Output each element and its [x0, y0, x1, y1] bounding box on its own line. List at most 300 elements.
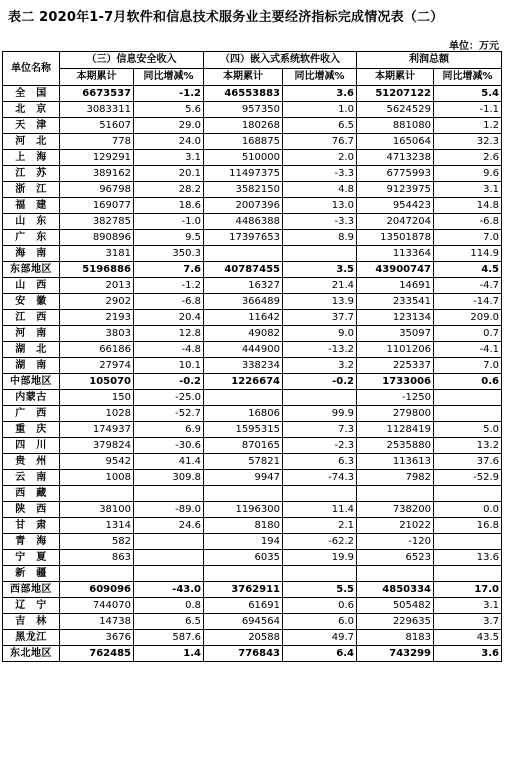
header-embedded-software-revenue: （四）嵌入式系统软件收入 — [204, 52, 357, 69]
region-name-cell: 内蒙古 — [3, 390, 60, 406]
profit-cumulative-cell: 113613 — [357, 454, 434, 470]
embedded-cumulative-cell: 16806 — [204, 406, 283, 422]
profit-cumulative-cell: 2535880 — [357, 438, 434, 454]
security-cumulative-cell: 863 — [60, 550, 134, 566]
table-row — [3, 502, 502, 518]
embedded-cumulative-cell: 3582150 — [204, 182, 283, 198]
profit-yoy-cell: 1.2 — [434, 118, 502, 134]
security-yoy-cell: -1.2 — [134, 278, 204, 294]
region-name-cell: 湖 北 — [3, 342, 60, 358]
embedded-yoy-cell: -0.2 — [283, 374, 357, 390]
table-row — [3, 262, 502, 278]
profit-cumulative-cell: 13501878 — [357, 230, 434, 246]
profit-yoy-cell: 13.6 — [434, 550, 502, 566]
table-row — [3, 358, 502, 374]
profit-yoy-cell: 3.1 — [434, 182, 502, 198]
embedded-cumulative-cell: 694564 — [204, 614, 283, 630]
region-name-cell: 黑龙江 — [3, 630, 60, 646]
profit-cumulative-cell: 21022 — [357, 518, 434, 534]
embedded-yoy-cell: 8.9 — [283, 230, 357, 246]
profit-cumulative-cell: 165064 — [357, 134, 434, 150]
security-yoy-cell: 18.6 — [134, 198, 204, 214]
security-cumulative-cell: 1028 — [60, 406, 134, 422]
security-cumulative-cell: 389162 — [60, 166, 134, 182]
security-cumulative-cell: 66186 — [60, 342, 134, 358]
security-cumulative-cell: 3803 — [60, 326, 134, 342]
profit-cumulative-cell: 43900747 — [357, 262, 434, 278]
profit-cumulative-cell: 7982 — [357, 470, 434, 486]
embedded-yoy-cell: 0.6 — [283, 598, 357, 614]
embedded-cumulative-cell: 2007396 — [204, 198, 283, 214]
embedded-cumulative-cell: 1226674 — [204, 374, 283, 390]
security-cumulative-cell: 51607 — [60, 118, 134, 134]
profit-cumulative-cell: 4713238 — [357, 150, 434, 166]
region-name-cell: 重 庆 — [3, 422, 60, 438]
table-row — [3, 230, 502, 246]
profit-yoy-cell: 17.0 — [434, 582, 502, 598]
table-body — [3, 86, 502, 662]
profit-cumulative-cell: -1250 — [357, 390, 434, 406]
security-cumulative-cell: 379824 — [60, 438, 134, 454]
profit-yoy-cell: 0.7 — [434, 326, 502, 342]
table-row — [3, 390, 502, 406]
region-name-cell: 青 海 — [3, 534, 60, 550]
region-name-cell: 河 南 — [3, 326, 60, 342]
embedded-yoy-cell — [283, 390, 357, 406]
profit-yoy-cell: 13.2 — [434, 438, 502, 454]
region-name-cell: 浙 江 — [3, 182, 60, 198]
table-row — [3, 582, 502, 598]
table-row — [3, 534, 502, 550]
table-row — [3, 374, 502, 390]
security-cumulative-cell: 2902 — [60, 294, 134, 310]
embedded-cumulative-cell: 168875 — [204, 134, 283, 150]
region-name-cell: 西 藏 — [3, 486, 60, 502]
profit-yoy-cell: 43.5 — [434, 630, 502, 646]
table-row — [3, 518, 502, 534]
profit-yoy-cell: -14.7 — [434, 294, 502, 310]
embedded-cumulative-cell: 17397653 — [204, 230, 283, 246]
profit-yoy-cell: 14.8 — [434, 198, 502, 214]
security-yoy-cell: 350.3 — [134, 246, 204, 262]
table-row — [3, 614, 502, 630]
header-cumulative: 本期累计 — [60, 69, 134, 86]
table-row — [3, 486, 502, 502]
embedded-yoy-cell — [283, 486, 357, 502]
region-name-cell: 全 国 — [3, 86, 60, 102]
embedded-yoy-cell: 7.3 — [283, 422, 357, 438]
indicator-table — [2, 51, 502, 662]
profit-cumulative-cell: 6775993 — [357, 166, 434, 182]
embedded-yoy-cell: 76.7 — [283, 134, 357, 150]
region-name-cell: 河 北 — [3, 134, 60, 150]
security-cumulative-cell: 2193 — [60, 310, 134, 326]
profit-yoy-cell: 2.6 — [434, 150, 502, 166]
security-yoy-cell: -6.8 — [134, 294, 204, 310]
region-name-cell: 吉 林 — [3, 614, 60, 630]
embedded-yoy-cell: 1.0 — [283, 102, 357, 118]
table-row — [3, 326, 502, 342]
profit-yoy-cell: 37.6 — [434, 454, 502, 470]
table-row — [3, 294, 502, 310]
profit-cumulative-cell: 113364 — [357, 246, 434, 262]
profit-cumulative-cell: 6523 — [357, 550, 434, 566]
security-yoy-cell: 6.5 — [134, 614, 204, 630]
profit-yoy-cell: 7.0 — [434, 230, 502, 246]
profit-cumulative-cell: 5624529 — [357, 102, 434, 118]
table-row — [3, 278, 502, 294]
profit-yoy-cell: 3.6 — [434, 646, 502, 662]
profit-cumulative-cell — [357, 566, 434, 582]
table-row — [3, 422, 502, 438]
embedded-yoy-cell: -2.3 — [283, 438, 357, 454]
table-row — [3, 342, 502, 358]
profit-cumulative-cell: 279800 — [357, 406, 434, 422]
embedded-yoy-cell — [283, 246, 357, 262]
security-cumulative-cell: 1008 — [60, 470, 134, 486]
security-cumulative-cell: 382785 — [60, 214, 134, 230]
unit-label: 单位：万元 — [449, 41, 499, 52]
region-name-cell: 福 建 — [3, 198, 60, 214]
table-title: 表二 2020年1-7月软件和信息技术服务业主要经济指标完成情况表（二） — [8, 10, 444, 25]
security-yoy-cell: -52.7 — [134, 406, 204, 422]
table-row — [3, 310, 502, 326]
header-security-revenue: （三）信息安全收入 — [60, 52, 204, 69]
embedded-yoy-cell: 3.2 — [283, 358, 357, 374]
security-yoy-cell — [134, 534, 204, 550]
security-cumulative-cell: 6673537 — [60, 86, 134, 102]
embedded-cumulative-cell: 40787455 — [204, 262, 283, 278]
security-yoy-cell — [134, 486, 204, 502]
embedded-yoy-cell: 9.0 — [283, 326, 357, 342]
embedded-cumulative-cell: 510000 — [204, 150, 283, 166]
profit-yoy-cell: 114.9 — [434, 246, 502, 262]
profit-cumulative-cell: 738200 — [357, 502, 434, 518]
header-yoy: 同比增减% — [134, 69, 204, 86]
embedded-yoy-cell: 99.9 — [283, 406, 357, 422]
region-name-cell: 陕 西 — [3, 502, 60, 518]
profit-cumulative-cell: 35097 — [357, 326, 434, 342]
embedded-cumulative-cell: 11642 — [204, 310, 283, 326]
table-row — [3, 470, 502, 486]
security-yoy-cell: -1.2 — [134, 86, 204, 102]
embedded-yoy-cell: 4.8 — [283, 182, 357, 198]
embedded-yoy-cell: 21.4 — [283, 278, 357, 294]
security-yoy-cell: 24.0 — [134, 134, 204, 150]
embedded-yoy-cell: 3.5 — [283, 262, 357, 278]
profit-cumulative-cell: 51207122 — [357, 86, 434, 102]
profit-yoy-cell: -6.8 — [434, 214, 502, 230]
embedded-yoy-cell: -62.2 — [283, 534, 357, 550]
security-cumulative-cell: 3181 — [60, 246, 134, 262]
security-cumulative-cell: 169077 — [60, 198, 134, 214]
region-name-cell: 上 海 — [3, 150, 60, 166]
security-cumulative-cell: 744070 — [60, 598, 134, 614]
security-yoy-cell: -89.0 — [134, 502, 204, 518]
security-yoy-cell: 1.4 — [134, 646, 204, 662]
security-yoy-cell: -30.6 — [134, 438, 204, 454]
profit-yoy-cell: 32.3 — [434, 134, 502, 150]
profit-cumulative-cell: 9123975 — [357, 182, 434, 198]
embedded-cumulative-cell: 957350 — [204, 102, 283, 118]
security-yoy-cell: 20.4 — [134, 310, 204, 326]
profit-cumulative-cell — [357, 486, 434, 502]
security-yoy-cell: 3.1 — [134, 150, 204, 166]
region-name-cell: 四 川 — [3, 438, 60, 454]
security-yoy-cell: 41.4 — [134, 454, 204, 470]
security-cumulative-cell: 890896 — [60, 230, 134, 246]
profit-cumulative-cell: -120 — [357, 534, 434, 550]
header-total-profit: 利润总额 — [357, 52, 502, 69]
embedded-cumulative-cell: 49082 — [204, 326, 283, 342]
security-cumulative-cell: 14738 — [60, 614, 134, 630]
region-name-cell: 山 西 — [3, 278, 60, 294]
header-cumulative: 本期累计 — [204, 69, 283, 86]
security-yoy-cell: 12.8 — [134, 326, 204, 342]
embedded-cumulative-cell: 776843 — [204, 646, 283, 662]
embedded-cumulative-cell: 180268 — [204, 118, 283, 134]
embedded-yoy-cell: 37.7 — [283, 310, 357, 326]
security-cumulative-cell: 609096 — [60, 582, 134, 598]
embedded-yoy-cell — [283, 566, 357, 582]
embedded-cumulative-cell: 9947 — [204, 470, 283, 486]
security-cumulative-cell — [60, 566, 134, 582]
security-cumulative-cell: 105070 — [60, 374, 134, 390]
region-name-cell: 甘 肃 — [3, 518, 60, 534]
table-row — [3, 246, 502, 262]
embedded-cumulative-cell: 8180 — [204, 518, 283, 534]
embedded-yoy-cell: 3.6 — [283, 86, 357, 102]
table-row — [3, 166, 502, 182]
table-row — [3, 566, 502, 582]
region-name-cell: 安 徽 — [3, 294, 60, 310]
profit-cumulative-cell: 743299 — [357, 646, 434, 662]
embedded-yoy-cell: 2.0 — [283, 150, 357, 166]
security-cumulative-cell: 3083311 — [60, 102, 134, 118]
table-row — [3, 438, 502, 454]
region-name-cell: 湖 南 — [3, 358, 60, 374]
profit-cumulative-cell: 505482 — [357, 598, 434, 614]
region-name-cell: 江 苏 — [3, 166, 60, 182]
table-row — [3, 406, 502, 422]
header-unit-name: 单位名称 — [3, 52, 60, 86]
region-name-cell: 东北地区 — [3, 646, 60, 662]
embedded-cumulative-cell: 61691 — [204, 598, 283, 614]
embedded-cumulative-cell — [204, 566, 283, 582]
table-row — [3, 150, 502, 166]
profit-cumulative-cell: 233541 — [357, 294, 434, 310]
security-yoy-cell: 9.5 — [134, 230, 204, 246]
security-yoy-cell: 6.9 — [134, 422, 204, 438]
security-cumulative-cell: 150 — [60, 390, 134, 406]
security-yoy-cell: 5.6 — [134, 102, 204, 118]
table-row — [3, 102, 502, 118]
region-name-cell: 贵 州 — [3, 454, 60, 470]
profit-cumulative-cell: 225337 — [357, 358, 434, 374]
region-name-cell: 海 南 — [3, 246, 60, 262]
profit-cumulative-cell: 954423 — [357, 198, 434, 214]
table-row — [3, 454, 502, 470]
profit-cumulative-cell: 1128419 — [357, 422, 434, 438]
profit-yoy-cell: 9.6 — [434, 166, 502, 182]
embedded-yoy-cell: 5.5 — [283, 582, 357, 598]
security-yoy-cell: 7.6 — [134, 262, 204, 278]
profit-cumulative-cell: 14691 — [357, 278, 434, 294]
profit-yoy-cell — [434, 390, 502, 406]
profit-yoy-cell: 4.5 — [434, 262, 502, 278]
region-name-cell: 宁 夏 — [3, 550, 60, 566]
profit-yoy-cell: 16.8 — [434, 518, 502, 534]
profit-cumulative-cell: 1733006 — [357, 374, 434, 390]
profit-cumulative-cell: 229635 — [357, 614, 434, 630]
profit-yoy-cell — [434, 486, 502, 502]
security-yoy-cell: 587.6 — [134, 630, 204, 646]
embedded-cumulative-cell: 46553883 — [204, 86, 283, 102]
region-name-cell: 辽 宁 — [3, 598, 60, 614]
embedded-yoy-cell: 6.5 — [283, 118, 357, 134]
profit-yoy-cell: -4.1 — [434, 342, 502, 358]
security-yoy-cell: 10.1 — [134, 358, 204, 374]
security-yoy-cell: 24.6 — [134, 518, 204, 534]
region-name-cell: 新 疆 — [3, 566, 60, 582]
profit-cumulative-cell: 123134 — [357, 310, 434, 326]
embedded-yoy-cell: 11.4 — [283, 502, 357, 518]
profit-yoy-cell: -4.7 — [434, 278, 502, 294]
embedded-cumulative-cell: 20588 — [204, 630, 283, 646]
profit-yoy-cell: 0.6 — [434, 374, 502, 390]
profit-yoy-cell: 209.0 — [434, 310, 502, 326]
security-yoy-cell: -25.0 — [134, 390, 204, 406]
profit-yoy-cell — [434, 566, 502, 582]
region-name-cell: 北 京 — [3, 102, 60, 118]
profit-cumulative-cell: 8183 — [357, 630, 434, 646]
table-row — [3, 134, 502, 150]
security-cumulative-cell: 96798 — [60, 182, 134, 198]
security-yoy-cell: -1.0 — [134, 214, 204, 230]
security-cumulative-cell: 5196886 — [60, 262, 134, 278]
profit-yoy-cell — [434, 534, 502, 550]
table-row — [3, 182, 502, 198]
security-yoy-cell: 28.2 — [134, 182, 204, 198]
region-name-cell: 天 津 — [3, 118, 60, 134]
embedded-yoy-cell: 6.4 — [283, 646, 357, 662]
region-name-cell: 西部地区 — [3, 582, 60, 598]
profit-yoy-cell — [434, 406, 502, 422]
embedded-cumulative-cell: 870165 — [204, 438, 283, 454]
security-cumulative-cell: 778 — [60, 134, 134, 150]
embedded-cumulative-cell: 57821 — [204, 454, 283, 470]
embedded-cumulative-cell: 1196300 — [204, 502, 283, 518]
embedded-yoy-cell: 6.0 — [283, 614, 357, 630]
security-yoy-cell: 309.8 — [134, 470, 204, 486]
security-yoy-cell: 29.0 — [134, 118, 204, 134]
embedded-cumulative-cell: 194 — [204, 534, 283, 550]
embedded-yoy-cell: 13.0 — [283, 198, 357, 214]
table-row — [3, 630, 502, 646]
security-cumulative-cell: 9542 — [60, 454, 134, 470]
security-cumulative-cell: 174937 — [60, 422, 134, 438]
table-row — [3, 550, 502, 566]
profit-cumulative-cell: 4850334 — [357, 582, 434, 598]
embedded-cumulative-cell: 11497375 — [204, 166, 283, 182]
profit-cumulative-cell: 1101206 — [357, 342, 434, 358]
security-cumulative-cell: 129291 — [60, 150, 134, 166]
region-name-cell: 广 东 — [3, 230, 60, 246]
embedded-cumulative-cell: 16327 — [204, 278, 283, 294]
profit-yoy-cell: 3.1 — [434, 598, 502, 614]
embedded-cumulative-cell — [204, 246, 283, 262]
security-yoy-cell — [134, 550, 204, 566]
embedded-cumulative-cell: 444900 — [204, 342, 283, 358]
table-row — [3, 646, 502, 662]
table-row — [3, 198, 502, 214]
region-name-cell: 山 东 — [3, 214, 60, 230]
embedded-cumulative-cell: 6035 — [204, 550, 283, 566]
embedded-cumulative-cell — [204, 486, 283, 502]
security-yoy-cell: 20.1 — [134, 166, 204, 182]
security-cumulative-cell — [60, 486, 134, 502]
table-row — [3, 86, 502, 102]
embedded-cumulative-cell: 3762911 — [204, 582, 283, 598]
embedded-yoy-cell: 2.1 — [283, 518, 357, 534]
security-yoy-cell — [134, 566, 204, 582]
region-name-cell: 东部地区 — [3, 262, 60, 278]
embedded-cumulative-cell — [204, 390, 283, 406]
profit-yoy-cell: -1.1 — [434, 102, 502, 118]
table-row — [3, 118, 502, 134]
region-name-cell: 云 南 — [3, 470, 60, 486]
security-cumulative-cell: 2013 — [60, 278, 134, 294]
embedded-yoy-cell: -13.2 — [283, 342, 357, 358]
embedded-cumulative-cell: 366489 — [204, 294, 283, 310]
embedded-yoy-cell: 19.9 — [283, 550, 357, 566]
profit-cumulative-cell: 881080 — [357, 118, 434, 134]
embedded-yoy-cell: 13.9 — [283, 294, 357, 310]
region-name-cell: 中部地区 — [3, 374, 60, 390]
embedded-yoy-cell: 49.7 — [283, 630, 357, 646]
table-row — [3, 598, 502, 614]
embedded-cumulative-cell: 338234 — [204, 358, 283, 374]
header-cumulative: 本期累计 — [357, 69, 434, 86]
security-cumulative-cell: 38100 — [60, 502, 134, 518]
security-yoy-cell: 0.8 — [134, 598, 204, 614]
security-cumulative-cell: 762485 — [60, 646, 134, 662]
embedded-yoy-cell: -74.3 — [283, 470, 357, 486]
profit-yoy-cell: 5.4 — [434, 86, 502, 102]
security-cumulative-cell: 3676 — [60, 630, 134, 646]
embedded-yoy-cell: -3.3 — [283, 214, 357, 230]
embedded-yoy-cell: 6.3 — [283, 454, 357, 470]
header-yoy: 同比增减% — [434, 69, 502, 86]
embedded-yoy-cell: -3.3 — [283, 166, 357, 182]
profit-yoy-cell: -52.9 — [434, 470, 502, 486]
region-name-cell: 江 西 — [3, 310, 60, 326]
security-cumulative-cell: 27974 — [60, 358, 134, 374]
header-yoy: 同比增减% — [283, 69, 357, 86]
profit-yoy-cell: 5.0 — [434, 422, 502, 438]
embedded-cumulative-cell: 4486388 — [204, 214, 283, 230]
profit-cumulative-cell: 2047204 — [357, 214, 434, 230]
security-yoy-cell: -0.2 — [134, 374, 204, 390]
security-yoy-cell: -43.0 — [134, 582, 204, 598]
profit-yoy-cell: 7.0 — [434, 358, 502, 374]
security-cumulative-cell: 1314 — [60, 518, 134, 534]
table-row — [3, 214, 502, 230]
profit-yoy-cell: 0.0 — [434, 502, 502, 518]
region-name-cell: 广 西 — [3, 406, 60, 422]
profit-yoy-cell: 3.7 — [434, 614, 502, 630]
security-yoy-cell: -4.8 — [134, 342, 204, 358]
